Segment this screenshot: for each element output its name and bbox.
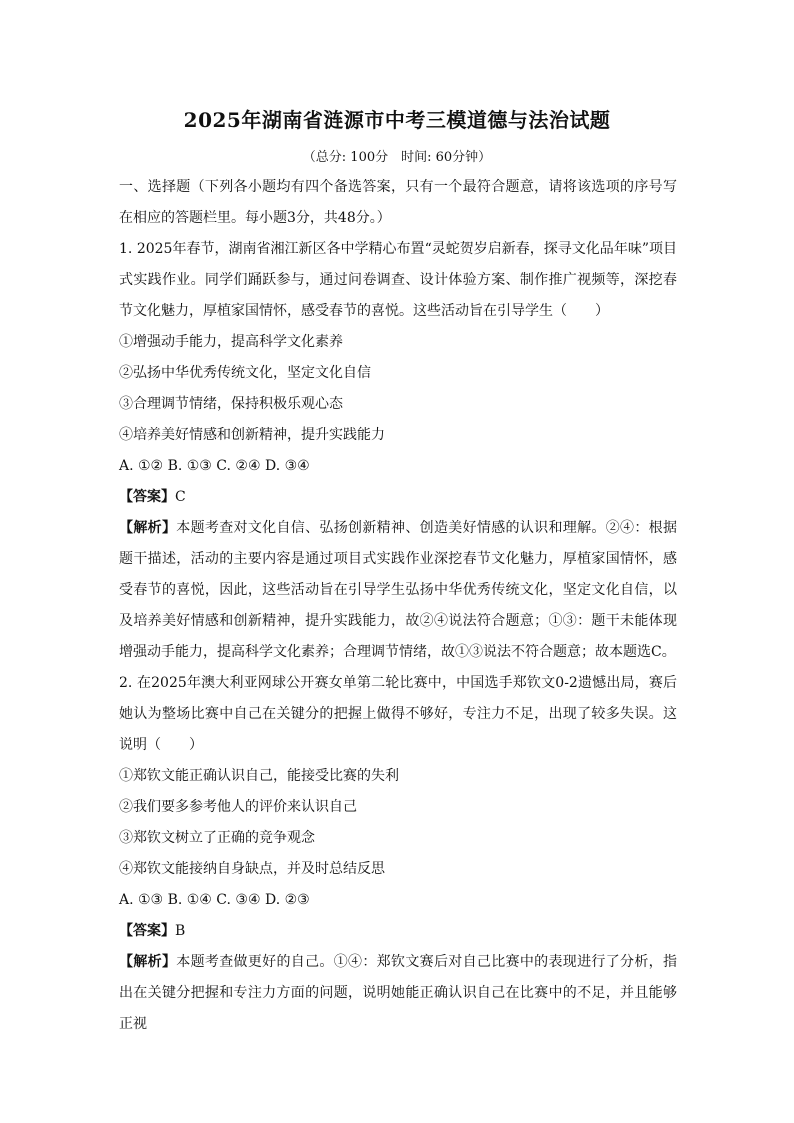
question-1-choices: A. ①② B. ①③ C. ②④ D. ③④ <box>119 458 310 474</box>
analysis-text: 本题考查做更好的自己。①④：郑钦文赛后对自己比赛中的表现进行了分析，指出在关键分把握和专注力方面的问题，说明她能正确认识自己在比赛中的不足，并且能够正视 <box>119 954 678 1032</box>
question-2-option-4: ④郑钦文能接纳自身缺点，并及时总结反思 <box>119 861 385 877</box>
question-1-option-1: ①增强动手能力，提高科学文化素养 <box>119 334 343 350</box>
analysis-label: 【解析】 <box>119 954 177 970</box>
question-1-option-4: ④培养美好情感和创新精神，提升实践能力 <box>119 427 385 443</box>
section-heading: 一、选择题（下列各小题均有四个备选答案，只有一个最符合题意，请将该选项的序号写在相应的答题栏里。每小题3分，共48分。） <box>119 179 677 226</box>
question-2-option-2: ②我们要多参考他人的评价来认识自己 <box>119 799 357 815</box>
question-2-analysis <box>119 947 677 1040</box>
question-1-option-3: ③合理调节情绪，保持积极乐观心态 <box>119 396 343 412</box>
question-2-answer <box>119 916 677 947</box>
page-title: 2025年湖南省涟源市中考三模道德与法治试题 <box>183 108 611 132</box>
analysis-text: 本题考查对文化自信、弘扬创新精神、创造美好情感的认识和理解。②④：根据题干描述，活动的主要内容是通过项目式实践作业深挖春节文化魅力，厚植家国情怀，感受春节的喜悦，因此，这些活动旨在引导学生弘扬中华优秀传统文化，坚定文化自信，以及培养美好情感和创新精神，提升实践能力，故②④说法符合题意；①③：题干未能体现增强动手能力，提高科学文化素养；合理调节情绪，故①③说法不符合题意；故本题选C。 <box>119 520 678 660</box>
question-1-stem: 1. 2025年春节，湖南省湘江新区各中学精心布置“灵蛇贺岁启新春，探寻文化品年味”项目式实践作业。同学们踊跃参与，通过问卷调查、设计体验方案、制作推广视频等，深挖春节文化魅力，厚植家国情怀，感受春节的喜悦。这些活动旨在引导学生（ ） <box>119 241 677 319</box>
answer-value: B <box>175 923 186 939</box>
exam-body <box>119 172 677 1040</box>
question-1-analysis <box>119 513 677 668</box>
question-2-option-1: ①郑钦文能正确认识自己，能接受比赛的失利 <box>119 768 399 784</box>
analysis-label: 【解析】 <box>119 520 177 536</box>
answer-label: 【答案】 <box>119 489 175 505</box>
question-2-option-3: ③郑钦文树立了正确的竞争观念 <box>119 830 315 846</box>
question-1-answer <box>119 482 677 513</box>
question-2-stem: 2. 在2025年澳大利亚网球公开赛女单第二轮比赛中，中国选手郑钦文0-2遗憾出局，赛后她认为整场比赛中自己在关键分的把握上做得不够好，专注力不足，出现了较多失误。这说明（ ） <box>119 675 677 753</box>
question-2-choices: A. ①③ B. ①④ C. ③④ D. ②③ <box>119 892 310 908</box>
question-1-option-2: ②弘扬中华优秀传统文化，坚定文化自信 <box>119 365 371 381</box>
answer-label: 【答案】 <box>119 923 175 939</box>
answer-value: C <box>175 489 186 505</box>
exam-meta: （总分: 100分 时间: 60分钟） <box>302 150 492 165</box>
